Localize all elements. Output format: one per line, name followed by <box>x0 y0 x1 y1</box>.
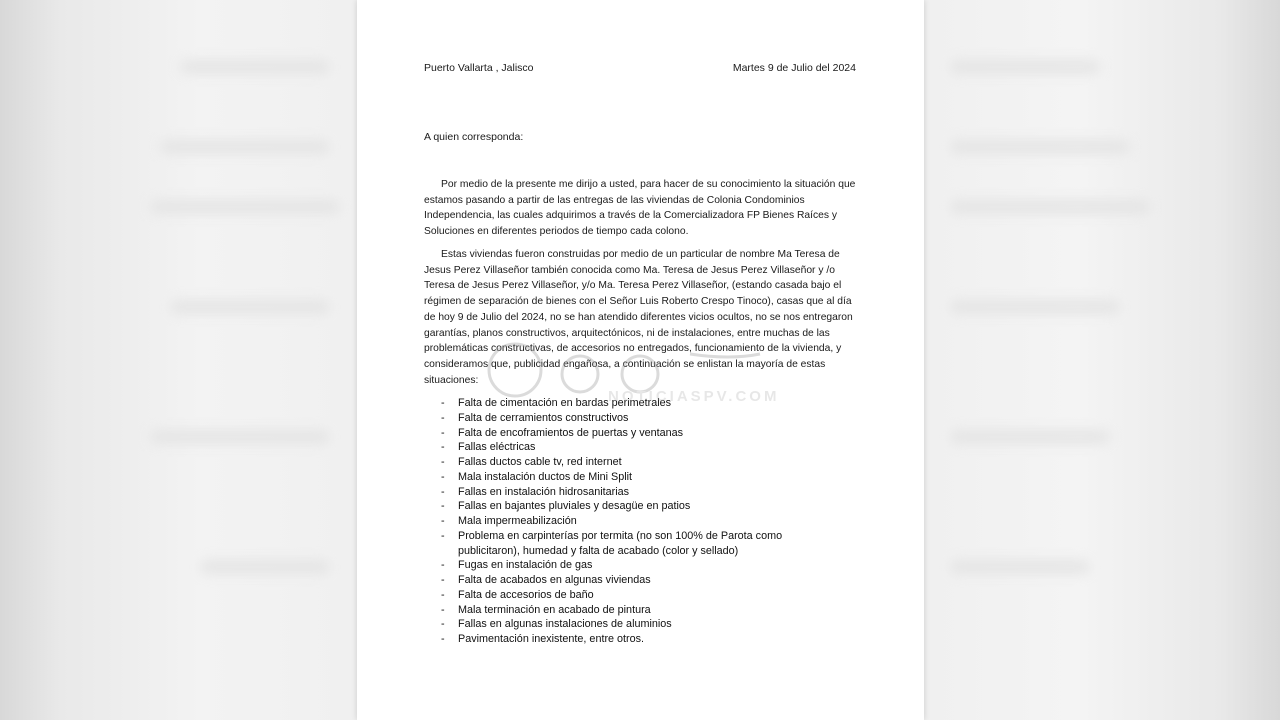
list-item: - Problema en carpinterías por termita (no son 100% de Parota como publicitaron), humedad y falta de acabado (color y sellado) <box>441 529 821 559</box>
list-item: - Fallas en bajantes pluviales y desagüe en patios <box>441 499 821 514</box>
paragraph-details: Estas viviendas fueron construidas por medio de un particular de nombre Ma Teresa de Jesus Perez Villaseñor también conocida como Ma. Teresa de Jesus Perez Villaseñor y /o Teresa de Jesus Perez Villaseñor, y/o Ma. Teresa Perez Villaseñor, (estando casada bajo el régimen de separación de bienes con el Señor Luis Roberto Crespo Tinoco), casas que al día de hoy 9 de Julio del 2024, no se han atendido diferentes vicios ocultos, no se nos entregaron garantías, planos constructivos, arquitectónicos, ni de instalaciones, entre muchas de las problemáticas constructivas, de accesorios no entregados, funcionamiento de la vivienda, y consideramos que, publicidad engañosa, a continuación se enlistan la mayoría de estas situaciones: <box>424 249 853 386</box>
list-item: - Mala terminación en acabado de pintura <box>441 603 821 618</box>
list-item: - Fallas eléctricas <box>441 440 821 455</box>
list-item: - Fallas en instalación hidrosanitarias <box>441 485 821 500</box>
list-item: - Mala impermeabilización <box>441 514 821 529</box>
list-item: - Pavimentación inexistente, entre otros. <box>441 632 821 647</box>
watermark-text: NOTICIASPV.COM <box>608 388 780 405</box>
list-item: - Falta de accesorios de baño <box>441 588 821 603</box>
letter-salutation: A quien corresponda: <box>424 131 524 143</box>
watermark <box>460 340 805 410</box>
paragraph-intro: Por medio de la presente me dirijo a usted, para hacer de su conocimiento la situación que estamos pasando a partir de las entregas de las viviendas de Colonia Condominios Independencia, las cuales adquirimos a través de la Comercializadora FP Bienes Raíces y Soluciones en diferentes periodos de tiempo cada colono. <box>424 179 856 238</box>
list-item: - Fallas ductos cable tv, red internet <box>441 455 821 470</box>
list-item: - Falta de acabados en algunas viviendas <box>441 573 821 588</box>
list-item: - Falta de cimentación en bardas perimetrales <box>441 396 821 411</box>
letter-date: Martes 9 de Julio del 2024 <box>732 62 856 74</box>
issues-list <box>441 396 821 647</box>
list-item: - Fallas en algunas instalaciones de aluminios <box>441 617 821 632</box>
letter-place: Puerto Vallarta , Jalisco <box>424 62 534 74</box>
list-item: - Fugas en instalación de gas <box>441 558 821 573</box>
list-item: - Falta de cerramientos constructivos <box>441 411 821 426</box>
list-item: - Falta de encoframientos de puertas y ventanas <box>441 426 821 441</box>
list-item: - Mala instalación ductos de Mini Split <box>441 470 821 485</box>
